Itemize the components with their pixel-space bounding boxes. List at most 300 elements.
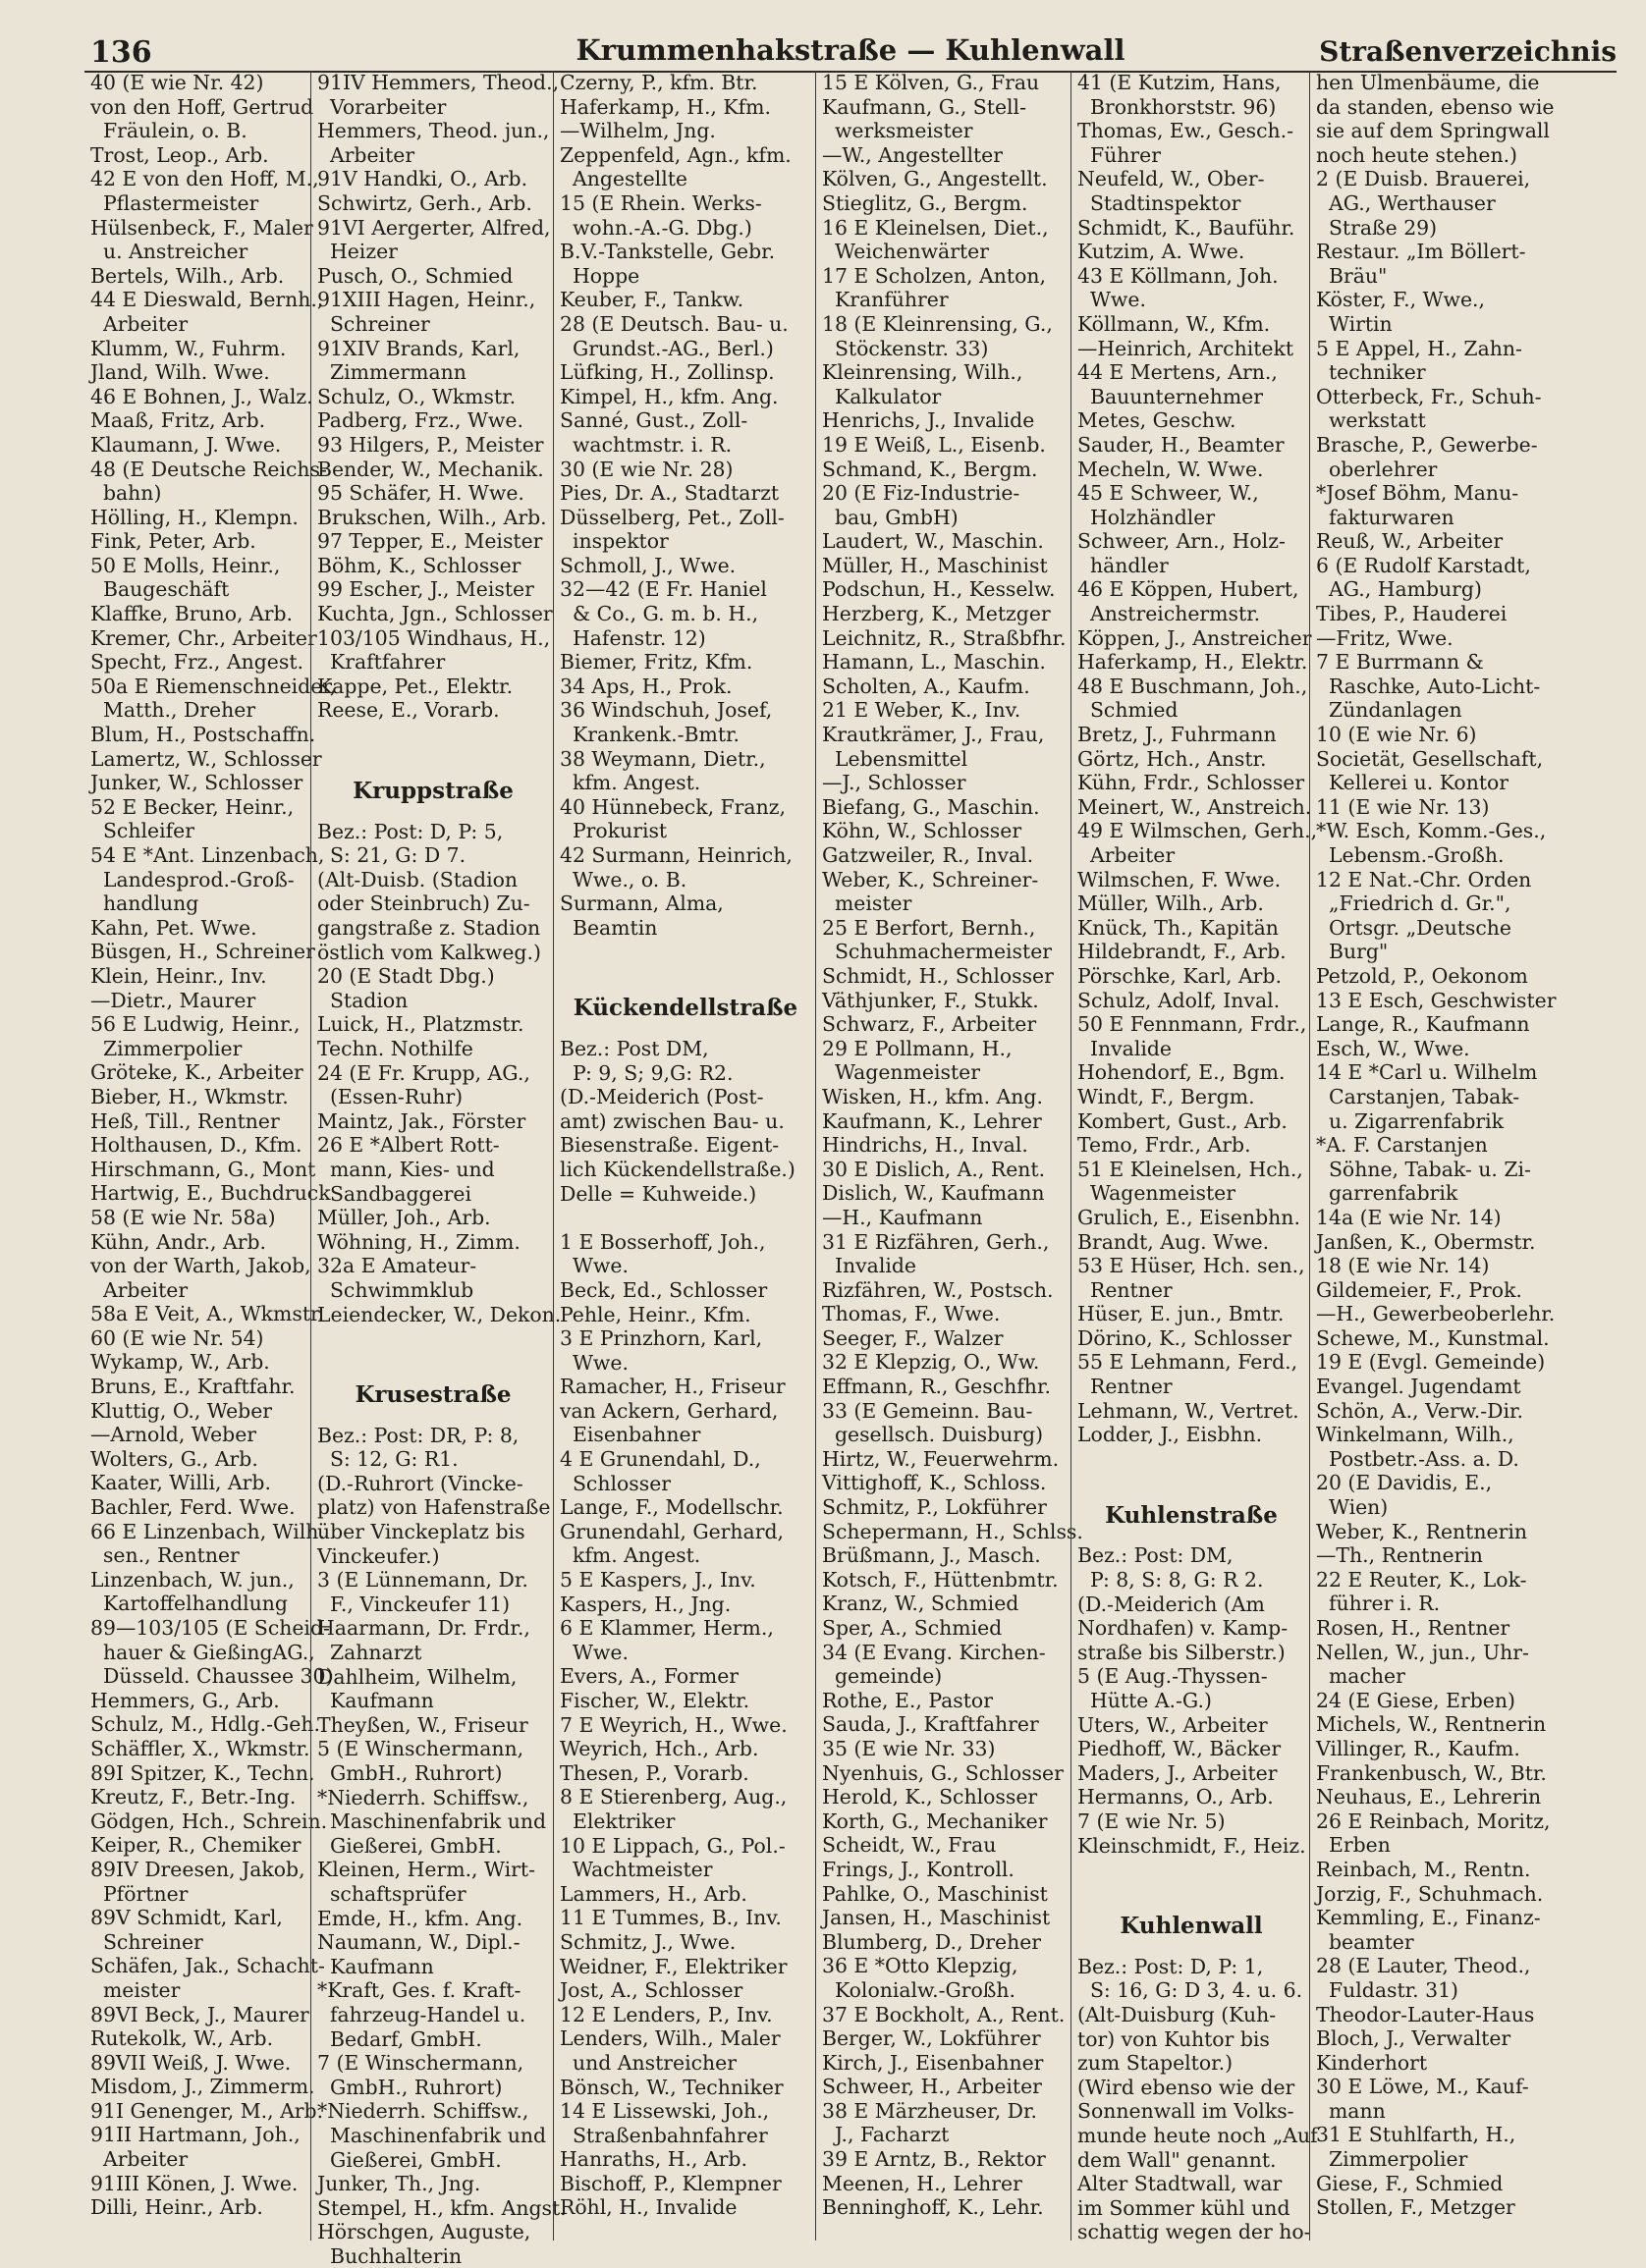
directory-entry-line: Kühn, Andr., Arb. <box>90 1229 267 1254</box>
directory-entry-line: Petzold, P., Oekonom <box>1316 963 1528 988</box>
directory-entry-line: Schäfen, Jak., Schacht- <box>90 1954 325 1978</box>
directory-entry-line: Thesen, P., Vorarb. <box>560 1760 749 1785</box>
directory-entry-line: Kölven, G., Angestellt. <box>822 167 1048 191</box>
directory-entry-line: u. Anstreicher <box>90 240 248 264</box>
directory-entry-line: Böhm, K., Schlosser <box>317 553 521 577</box>
directory-entry-line: Bischoff, P., Klempner <box>560 2171 782 2195</box>
directory-entry-line: Nordhafen) v. Kamp- <box>1077 1616 1289 1641</box>
directory-entry-line: Straße 29) <box>1316 215 1438 240</box>
directory-entry-line: schattig wegen der ho- <box>1077 2220 1311 2244</box>
directory-entry-line: Schmoll, J., Wwe. <box>560 553 737 577</box>
directory-entry-line: Eisenbahner <box>560 1423 701 1447</box>
directory-entry-line: Lebensmittel <box>822 746 968 771</box>
directory-entry-line: Haarmann, Dr. Frdr., <box>317 1616 530 1641</box>
directory-entry-line: Schreiner <box>90 1929 203 1954</box>
directory-entry-line: Maders, J., Arbeiter <box>1077 1760 1278 1785</box>
directory-entry-line: Schwarz, F., Arbeiter <box>822 1012 1037 1037</box>
directory-entry-line: im Sommer kühl und <box>1077 2195 1290 2220</box>
directory-entry-line: 24 (E Giese, Erben) <box>1316 1688 1515 1712</box>
directory-entry-line: 34 (E Evang. Kirchen- <box>822 1640 1046 1664</box>
directory-entry-line: Korth, G., Mechaniker <box>822 1809 1048 1833</box>
directory-entry-line: 18 (E wie Nr. 14) <box>1316 1254 1490 1278</box>
directory-entry-line: Wwe. <box>1077 288 1146 312</box>
directory-entry-line: Raschke, Auto-Licht- <box>1316 674 1541 698</box>
directory-entry-line: 44 E Mertens, Arn., <box>1077 360 1278 385</box>
directory-entry-line: Temo, Frdr., Arb. <box>1077 1133 1251 1158</box>
directory-entry-line: 10 E Lippach, G., Pol.- <box>560 1833 786 1858</box>
directory-entry-line: sie auf dem Springwall <box>1316 119 1550 143</box>
directory-entry-line: Biemer, Fritz, Kfm. <box>560 650 753 675</box>
directory-entry-line: *A. F. Carstanjen <box>1316 1133 1488 1158</box>
directory-entry-line: S: 16, G: D 3, 4. u. 6. <box>1077 1978 1303 2003</box>
street-heading: Krusestraße <box>355 1381 512 1409</box>
directory-entry-line: Wwe. <box>560 1640 629 1664</box>
directory-entry-line: Pehle, Heinr., Kfm. <box>560 1302 751 1326</box>
directory-entry-line: Schulz, M., Hdlg.-Geh. <box>90 1712 320 1737</box>
directory-entry-line: gemeinde) <box>822 1664 943 1689</box>
directory-entry-line: Herold, K., Schlosser <box>822 1785 1038 1809</box>
directory-entry-line: Bruns, E., Kraftfahr. <box>90 1375 296 1399</box>
directory-entry-line: Gießerei, GmbH. <box>317 1833 502 1858</box>
directory-entry-line: Rutekolk, W., Arb. <box>90 2026 274 2051</box>
directory-entry-line: Mecheln, W. Wwe. <box>1077 457 1264 481</box>
directory-entry-line: S: 12, G: R1. <box>317 1447 459 1472</box>
directory-entry-line: 48 (E Deutsche Reichs- <box>90 457 327 481</box>
directory-entry-line: inspektor <box>560 529 669 554</box>
directory-entry-line: 8 E Stierenberg, Aug., <box>560 1785 788 1809</box>
directory-entry-line: Krankenk.-Bmtr. <box>560 723 741 747</box>
directory-entry-line: *W. Esch, Komm.-Ges., <box>1316 819 1547 843</box>
directory-entry-line: 89I Spitzer, K., Techn. <box>90 1760 315 1785</box>
directory-entry-line: Kühn, Frdr., Schlosser <box>1077 771 1305 795</box>
directory-entry-line: macher <box>1316 1664 1405 1689</box>
directory-entry-line: amt) zwischen Bau- u. <box>560 1108 785 1133</box>
directory-entry-line: Bez.: Post: D, P: 1, <box>1077 1954 1264 1978</box>
directory-entry-line: 51 E Kleinelsen, Hch., <box>1077 1157 1303 1181</box>
directory-entry-line: Hemmers, Theod. jun., <box>317 119 550 143</box>
directory-entry-line: 48 E Buschmann, Joh., <box>1077 674 1308 698</box>
directory-entry-line: 45 E Schweer, W., <box>1077 481 1259 506</box>
directory-entry-line: Stöckenstr. 33) <box>822 336 989 360</box>
directory-entry-line: Schewe, M., Kunstmal. <box>1316 1325 1550 1350</box>
directory-entry-line: 46 E Köppen, Hubert, <box>1077 577 1299 602</box>
directory-entry-line: 29 E Pollmann, H., <box>822 1036 1013 1060</box>
directory-entry-line: Bertels, Wilh., Arb. <box>90 263 285 288</box>
directory-entry-line: schaftsprüfer <box>317 1881 466 1906</box>
directory-entry-line: Heß, Till., Rentner <box>90 1108 280 1133</box>
directory-entry-line: 46 E Bohnen, J., Walz. <box>90 384 313 408</box>
directory-entry-line: Anstreichermstr. <box>1077 602 1261 626</box>
directory-entry-line: —H., Kaufmann <box>822 1205 983 1229</box>
directory-entry-line: Bieber, H., Wkmstr. <box>90 1084 289 1108</box>
directory-entry-line: Vittighoff, K., Schloss. <box>822 1471 1047 1495</box>
directory-entry-line: techniker <box>1316 360 1426 385</box>
directory-entry-line: Thomas, Ew., Gesch.- <box>1077 119 1294 143</box>
directory-entry-line: 56 E Ludwig, Heinr., <box>90 1012 301 1037</box>
directory-entry-line: Wykamp, W., Arb. <box>90 1350 270 1375</box>
directory-entry-line: Schwirtz, Gerh., Arb. <box>317 190 532 215</box>
directory-entry-line: 14 E *Carl u. Wilhelm <box>1316 1060 1538 1085</box>
directory-entry-line: 89IV Dreesen, Jakob, <box>90 1857 305 1881</box>
directory-entry-line: Otterbeck, Fr., Schuh- <box>1316 384 1542 408</box>
directory-entry-line: Kolonialw.-Großh. <box>822 1977 1016 2002</box>
directory-entry-line: Wirtin <box>1316 311 1393 336</box>
directory-entry-line: Lodder, J., Eisbhn. <box>1077 1423 1263 1447</box>
directory-entry-line: Surmann, Alma, <box>560 891 724 916</box>
directory-entry-line: 58a E Veit, A., Wkmstr. <box>90 1302 325 1326</box>
directory-entry-line: Gildemeier, F., Prok. <box>1316 1277 1522 1302</box>
directory-entry-line: Henrichs, J., Invalide <box>822 408 1035 433</box>
directory-entry-line: Haferkamp, H., Kfm. <box>560 94 771 119</box>
directory-entry-line: Berger, W., Lokführer <box>822 2026 1041 2051</box>
directory-entry-line: Arbeiter <box>1077 843 1176 867</box>
directory-entry-line: Nellen, W., jun., Uhr- <box>1316 1640 1529 1664</box>
directory-entry-line: Maintz, Jak., Förster <box>317 1108 526 1133</box>
directory-entry-line: 14a (E wie Nr. 14) <box>1316 1205 1502 1229</box>
directory-entry-line: Klumm, W., Fuhrm. <box>90 336 287 360</box>
directory-entry-line: Stadion <box>317 988 409 1012</box>
directory-entry-line: Czerny, P., kfm. Btr. <box>560 71 758 94</box>
directory-entry-line: AG., Hamburg) <box>1316 577 1482 602</box>
directory-entry-line: händler <box>1077 553 1169 577</box>
directory-entry-line: Köllmann, W., Kfm. <box>1077 311 1271 336</box>
directory-entry-line: 11 (E wie Nr. 13) <box>1316 794 1490 819</box>
directory-entry-line: 28 (E Lauter, Theod., <box>1316 1954 1531 1978</box>
directory-entry-line: werksmeister <box>822 119 973 143</box>
directory-entry-line: „Friedrich d. Gr.", <box>1316 891 1511 916</box>
directory-entry-line: *Kraft, Ges. f. Kraft- <box>317 1978 521 2003</box>
directory-entry-line: 89VII Weiß, J. Wwe. <box>90 2050 292 2075</box>
street-heading: Kuhlenstraße <box>1105 1501 1278 1529</box>
directory-entry-line: Müller, Wilh., Arb. <box>1077 891 1264 916</box>
directory-entry-line: Prokurist <box>560 819 668 843</box>
directory-entry-line: Köppen, J., Anstreicher <box>1077 625 1312 650</box>
directory-entry-line: 18 (E Kleinrensing, G., <box>822 311 1053 336</box>
directory-entry-line: Lüfking, H., Zollinsp. <box>560 360 775 385</box>
directory-entry-line: Brukschen, Wilh., Arb. <box>317 505 547 529</box>
directory-entry-line: 5 E Appel, H., Zahn- <box>1316 336 1522 360</box>
directory-entry-line: Kemmling, E., Finanz- <box>1316 1906 1541 1930</box>
directory-entry-line: 19 E Weiß, L., Eisenb. <box>822 432 1046 457</box>
directory-entry-line: Kaater, Willi, Arb. <box>90 1471 271 1495</box>
directory-entry-line: Carstanjen, Tabak- <box>1316 1084 1520 1108</box>
directory-entry-line: 6 (E Rudolf Karstadt, <box>1316 553 1531 577</box>
directory-entry-line: Führer <box>1077 142 1161 167</box>
directory-entry-line: 1 E Bosserhoff, Joh., <box>560 1229 766 1254</box>
directory-entry-line: Stollen, F., Metzger <box>1316 2195 1515 2220</box>
directory-entry-line: 44 E Dieswald, Bernh., <box>90 288 324 312</box>
directory-entry-line: 7 E Weyrich, H., Wwe. <box>560 1712 788 1737</box>
directory-entry-line: (D.-Ruhrort (Vincke- <box>317 1471 523 1495</box>
directory-entry-line: (Alt-Duisburg (Kuh- <box>1077 2002 1277 2026</box>
directory-entry-line: Maschinenfabrik und <box>317 1809 547 1834</box>
directory-entry-line: Kranführer <box>822 288 949 312</box>
directory-entry-line: 36 E *Otto Klepzig, <box>822 1954 1018 1978</box>
directory-entry-line: Hölling, H., Klempn. <box>90 505 299 529</box>
directory-entry-line: Junker, Th., Jng. <box>317 2172 481 2196</box>
directory-entry-line: Holzhändler <box>1077 505 1216 529</box>
street-heading: Kruppstraße <box>353 778 514 805</box>
directory-entry-line: Blumberg, D., Dreher <box>822 1929 1042 1954</box>
directory-entry-line: 20 (E Fiz-Industrie- <box>822 481 1020 506</box>
directory-column <box>310 71 567 2268</box>
directory-entry-line: (D.-Meiderich (Am <box>1077 1592 1265 1616</box>
directory-entry-line: Hülsenbeck, F., Maler <box>90 215 313 240</box>
directory-entry-line: 20 (E Stadt Dbg.) <box>317 964 495 989</box>
directory-entry-line: Kutzim, A. Wwe. <box>1077 240 1245 264</box>
directory-entry-line: Wisken, H., kfm. Ang. <box>822 1084 1043 1108</box>
directory-entry-line: mann <box>1316 2098 1386 2123</box>
directory-entry-line: Gatzweiler, R., Inval. <box>822 843 1034 867</box>
directory-entry-line: sen., Rentner <box>90 1543 240 1568</box>
directory-entry-line: *Niederrh. Schiffsw., <box>317 1785 529 1809</box>
directory-entry-line: Evers, A., Former <box>560 1664 740 1689</box>
directory-entry-line: 15 E Kölven, G., Frau <box>822 71 1040 94</box>
directory-entry-line: Bender, W., Mechanik. <box>317 457 544 481</box>
directory-entry-line: 37 E Bockholt, A., Rent. <box>822 2002 1066 2026</box>
directory-entry-line: Arbeiter <box>90 311 189 336</box>
directory-entry-line: Müller, H., Maschinist <box>822 553 1048 577</box>
directory-entry-line: 38 E Märzheuser, Dr. <box>822 2098 1037 2123</box>
directory-entry-line: Benninghoff, K., Lehr. <box>822 2195 1044 2220</box>
directory-entry-line: werkstatt <box>1316 408 1426 433</box>
directory-entry-line: Zündanlagen <box>1316 698 1462 723</box>
directory-entry-line: Weyrich, Hch., Arb. <box>560 1737 759 1761</box>
directory-entry-line: 4 E Grunendahl, D., <box>560 1447 761 1472</box>
directory-entry-line: Sonnenwall im Volks- <box>1077 2099 1294 2124</box>
directory-entry-line: Hoppe <box>560 263 640 288</box>
directory-entry-line: Bez.: Post: DR, P: 8, <box>317 1423 520 1447</box>
directory-entry-line: straße bis Silberstr.) <box>1077 1640 1286 1664</box>
directory-entry-line: kfm. Angest. <box>560 771 701 795</box>
directory-entry-line: 91IV Hemmers, Theod., <box>317 71 560 94</box>
directory-entry-line: Biefang, G., Maschin. <box>822 794 1040 819</box>
directory-entry-line: Jland, Wilh. Wwe. <box>90 360 270 385</box>
directory-entry-line: Wwe., o. B. <box>560 867 687 891</box>
directory-entry-line: Zahnarzt <box>317 1641 422 1665</box>
directory-entry-line: Effmann, R., Geschfhr. <box>822 1375 1051 1399</box>
directory-entry-line: Herzberg, K., Metzger <box>822 602 1051 626</box>
directory-entry-line: Hildebrandt, F., Arb. <box>1077 940 1287 964</box>
directory-entry-line: beamter <box>1316 1929 1414 1954</box>
directory-entry-line: 15 (E Rhein. Werks- <box>560 190 762 215</box>
directory-entry-line: Landesprod.-Groß- <box>90 867 295 891</box>
directory-entry-line: 10 (E wie Nr. 6) <box>1316 723 1477 747</box>
directory-entry-line: Hindrichs, H., Inval. <box>822 1133 1028 1158</box>
directory-entry-line: 99 Escher, J., Meister <box>317 577 534 602</box>
directory-entry-line: oder Steinbruch) Zu- <box>317 891 530 916</box>
directory-entry-line: Naumann, W., Dipl.- <box>317 1930 521 1955</box>
directory-entry-line: Schulz, O., Wkmstr. <box>317 384 517 408</box>
directory-entry-line: handlung <box>90 891 199 916</box>
directory-entry-line: Görtz, Hch., Anstr. <box>1077 746 1267 771</box>
directory-entry-line: Hafenstr. 12) <box>560 625 706 650</box>
directory-entry-line: 13 E Esch, Geschwister <box>1316 988 1557 1012</box>
directory-entry-line: Sandbaggerei <box>317 1181 471 1206</box>
directory-entry-line: 22 E Reuter, K., Lok- <box>1316 1567 1527 1592</box>
directory-entry-line: dem Wall" genannt. <box>1077 2147 1277 2172</box>
directory-entry-line: Gödgen, Hch., Schrein. <box>90 1809 328 1833</box>
directory-entry-line: Seeger, F., Walzer <box>822 1325 1004 1350</box>
directory-entry-line: fahrzeug-Handel u. <box>317 2002 526 2026</box>
directory-entry-line: B.V.-Tankstelle, Gebr. <box>560 240 776 264</box>
directory-column <box>815 71 1083 2241</box>
directory-entry-line: Kartoffelhandlung <box>90 1592 288 1616</box>
directory-entry-line: Theyßen, W., Friseur <box>317 1712 528 1737</box>
directory-entry-line: (Alt-Duisb. (Stadion <box>317 867 519 891</box>
directory-entry-line: Weber, K., Rentnerin <box>1316 1519 1527 1543</box>
directory-entry-line: tor) von Kuhtor bis <box>1077 2026 1270 2051</box>
directory-entry-line: Villinger, R., Kaufm. <box>1316 1736 1520 1760</box>
directory-entry-line: J., Facharzt <box>822 2123 950 2147</box>
directory-entry-line: Schweer, H., Arbeiter <box>822 2075 1042 2099</box>
directory-entry-line: Bloch, J., Verwalter <box>1316 2026 1511 2051</box>
directory-entry-line: van Ackern, Gerhard, <box>560 1398 779 1423</box>
directory-entry-line: Maaß, Fritz, Arb. <box>90 408 266 433</box>
directory-entry-line: Keuber, F., Tankw. <box>560 288 744 312</box>
directory-entry-line: Sanné, Gust., Zoll- <box>560 408 748 433</box>
directory-entry-line: Ortsgr. „Deutsche <box>1316 915 1511 940</box>
directory-entry-line: fakturwaren <box>1316 505 1454 529</box>
directory-entry-line: Köster, F., Wwe., <box>1316 288 1486 312</box>
directory-entry-line: Meenen, H., Lehrer <box>822 2171 1022 2195</box>
directory-entry-line: S: 21, G: D 7. <box>317 843 466 868</box>
directory-entry-line: Kaufmann <box>317 1689 434 1713</box>
directory-entry-line: Pförtner <box>90 1881 189 1906</box>
directory-entry-line: Schwimmklub <box>317 1277 474 1302</box>
directory-entry-line: Lebensm.-Großh. <box>1316 843 1505 867</box>
directory-column <box>553 71 815 2241</box>
directory-entry-line: Dörino, K., Schlosser <box>1077 1325 1292 1350</box>
directory-entry-line: Vorarbeiter <box>317 94 447 119</box>
directory-entry-line: Weidner, F., Elektriker <box>560 1954 788 1978</box>
directory-entry-line: *Josef Böhm, Manu- <box>1316 481 1519 506</box>
directory-entry-line: Pies, Dr. A., Stadtarzt <box>560 481 780 506</box>
directory-entry-line: 30 E Dislich, A., Rent. <box>822 1157 1046 1181</box>
directory-entry-line: Kahn, Pet. Wwe. <box>90 915 257 940</box>
directory-entry-line: Sauda, J., Kraftfahrer <box>822 1712 1039 1737</box>
directory-entry-line: munde heute noch „Auf <box>1077 2123 1318 2147</box>
directory-entry-line: 16 E Kleinelsen, Diet., <box>822 215 1049 240</box>
directory-entry-line: 40 Hünnebeck, Franz, <box>560 794 786 819</box>
directory-entry-line: Kluttig, O., Weber <box>90 1398 273 1423</box>
directory-entry-line: Dislich, W., Kaufmann <box>822 1181 1045 1206</box>
directory-entry-line: Janßen, K., Obermstr. <box>1316 1229 1536 1254</box>
directory-entry-line: Wachtmeister <box>560 1858 713 1882</box>
directory-entry-line: platz) von Hafenstraße <box>317 1495 551 1520</box>
directory-entry-line: 12 E Lenders, P., Inv. <box>560 2002 773 2026</box>
directory-entry-line: 17 E Scholzen, Anton, <box>822 263 1046 288</box>
directory-entry-line: Luick, H., Platzmstr. <box>317 1012 524 1037</box>
directory-entry-line: Brasche, P., Gewerbe- <box>1316 432 1538 457</box>
directory-entry-line: 26 E *Albert Rott- <box>317 1133 500 1158</box>
directory-entry-line: Buchhalterin <box>317 2243 463 2268</box>
directory-entry-line: Winkelmann, Wilh., <box>1316 1423 1514 1447</box>
directory-entry-line: —W., Angestellter <box>822 142 1003 167</box>
directory-entry-line: 49 E Wilmschen, Gerh., <box>1077 819 1318 843</box>
directory-entry-line: Schleifer <box>90 819 194 843</box>
directory-entry-line: Kappe, Pet., Elektr. <box>317 674 514 698</box>
directory-entry-line: meister <box>822 891 912 916</box>
directory-entry-line: 43 E Köllmann, Joh. <box>1077 263 1279 288</box>
directory-entry-line: Schlosser <box>560 1471 672 1495</box>
directory-entry-line: Bretz, J., Fuhrmann <box>1077 723 1277 747</box>
directory-entry-line: Jorzig, F., Schuhmach. <box>1316 1881 1544 1906</box>
directory-entry-line: mann, Kies- und <box>317 1157 495 1181</box>
directory-entry-line: Holthausen, D., Kfm. <box>90 1133 302 1158</box>
directory-entry-line: Frankenbusch, W., Btr. <box>1316 1760 1547 1785</box>
directory-entry-line: Bachler, Ferd. Wwe. <box>90 1495 296 1520</box>
directory-entry-line: Rentner <box>1077 1375 1173 1399</box>
directory-entry-line: Trost, Leop., Arb. <box>90 142 269 167</box>
directory-entry-line: Weichenwärter <box>822 240 989 264</box>
directory-entry-line: Hamann, L., Maschin. <box>822 650 1046 675</box>
directory-entry-line: Misdom, J., Zimmerm. <box>90 2075 315 2099</box>
directory-entry-line: Arbeiter <box>317 142 415 167</box>
directory-entry-line: Haferkamp, H., Elektr. <box>1077 650 1308 675</box>
directory-entry-line: Hörschgen, Auguste, <box>317 2220 531 2244</box>
directory-entry-line: östlich vom Kalkweg.) <box>317 940 541 964</box>
directory-entry-line: 7 (E wie Nr. 5) <box>1077 1809 1226 1833</box>
directory-entry-line: Ramacher, H., Friseur <box>560 1375 786 1399</box>
directory-entry-line: Schulz, Adolf, Inval. <box>1077 988 1281 1012</box>
directory-entry-line: (Essen-Ruhr) <box>317 1085 464 1109</box>
directory-entry-line: Rizfähren, W., Postsch. <box>822 1277 1054 1302</box>
directory-entry-line: Windt, F., Bergm. <box>1077 1084 1255 1108</box>
directory-entry-line: Hartwig, E., Buchdruck <box>90 1181 331 1206</box>
directory-entry-line: hen Ulmenbäume, die <box>1316 71 1540 94</box>
directory-entry-line: Uters, W., Arbeiter <box>1077 1712 1268 1737</box>
directory-entry-line: Kaufmann, G., Stell- <box>822 94 1026 119</box>
directory-entry-line: Schmitz, P., Lokführer <box>822 1495 1047 1520</box>
directory-entry-line: Neufeld, W., Ober- <box>1077 167 1265 191</box>
directory-entry-line: Hermanns, O., Arb. <box>1077 1785 1274 1809</box>
directory-entry-line: Kellerei u. Kontor <box>1316 771 1509 795</box>
directory-entry-line: hauer & GießingAG., <box>90 1640 315 1664</box>
directory-entry-line: Stadtinspektor <box>1077 190 1241 215</box>
directory-entry-line: —Heinrich, Architekt <box>1077 336 1294 360</box>
directory-entry-line: Kombert, Gust., Arb. <box>1077 1108 1288 1133</box>
directory-entry-line: Knück, Th., Kapitän <box>1077 915 1279 940</box>
directory-entry-line: Scheidt, W., Frau <box>822 1833 997 1858</box>
directory-entry-line: Keiper, R., Chemiker <box>90 1833 302 1858</box>
directory-entry-line: 40 (E wie Nr. 42) <box>90 71 264 94</box>
directory-entry-line: 53 E Hüser, Hch. sen., <box>1077 1254 1305 1278</box>
directory-entry-line: Röhl, H., Invalide <box>560 2195 738 2220</box>
directory-entry-line: Podschun, H., Kesselw. <box>822 577 1056 602</box>
directory-column <box>84 71 337 2241</box>
directory-entry-line: Wwe. <box>560 1254 629 1278</box>
directory-entry-line: Brandt, Aug. Wwe. <box>1077 1229 1270 1254</box>
directory-entry-line: 24 (E Fr. Krupp, AG., <box>317 1060 530 1085</box>
directory-entry-line: F., Vinckeufer 11) <box>317 1592 511 1616</box>
directory-entry-line: 91III Könen, J. Wwe. <box>90 2171 299 2195</box>
directory-entry-line: Pörschke, Karl, Arb. <box>1077 963 1282 988</box>
directory-entry-line: 66 E Linzenbach, Wilh. <box>90 1519 325 1543</box>
directory-entry-line: Kranz, W., Schmied <box>822 1592 1019 1616</box>
directory-entry-line: 5 (E Winschermann, <box>317 1737 524 1761</box>
directory-entry-line: 50 E Fennmann, Frdr., <box>1077 1012 1307 1037</box>
directory-entry-line: *Niederrh. Schiffsw., <box>317 2099 529 2124</box>
page-number: 136 <box>90 35 152 70</box>
directory-entry-line: (D.-Meiderich (Post- <box>560 1085 764 1109</box>
directory-entry-line: 31 E Stuhlfarth, H., <box>1316 2123 1516 2147</box>
directory-entry-line: Zimmerpolier <box>90 1036 243 1060</box>
directory-entry-line: & Co., G. m. b. H., <box>560 602 759 626</box>
directory-entry-line: —Arnold, Weber <box>90 1423 257 1447</box>
directory-entry-line: 91V Handki, O., Arb. <box>317 167 528 191</box>
directory-entry-line: von den Hoff, Gertrud <box>90 94 314 119</box>
